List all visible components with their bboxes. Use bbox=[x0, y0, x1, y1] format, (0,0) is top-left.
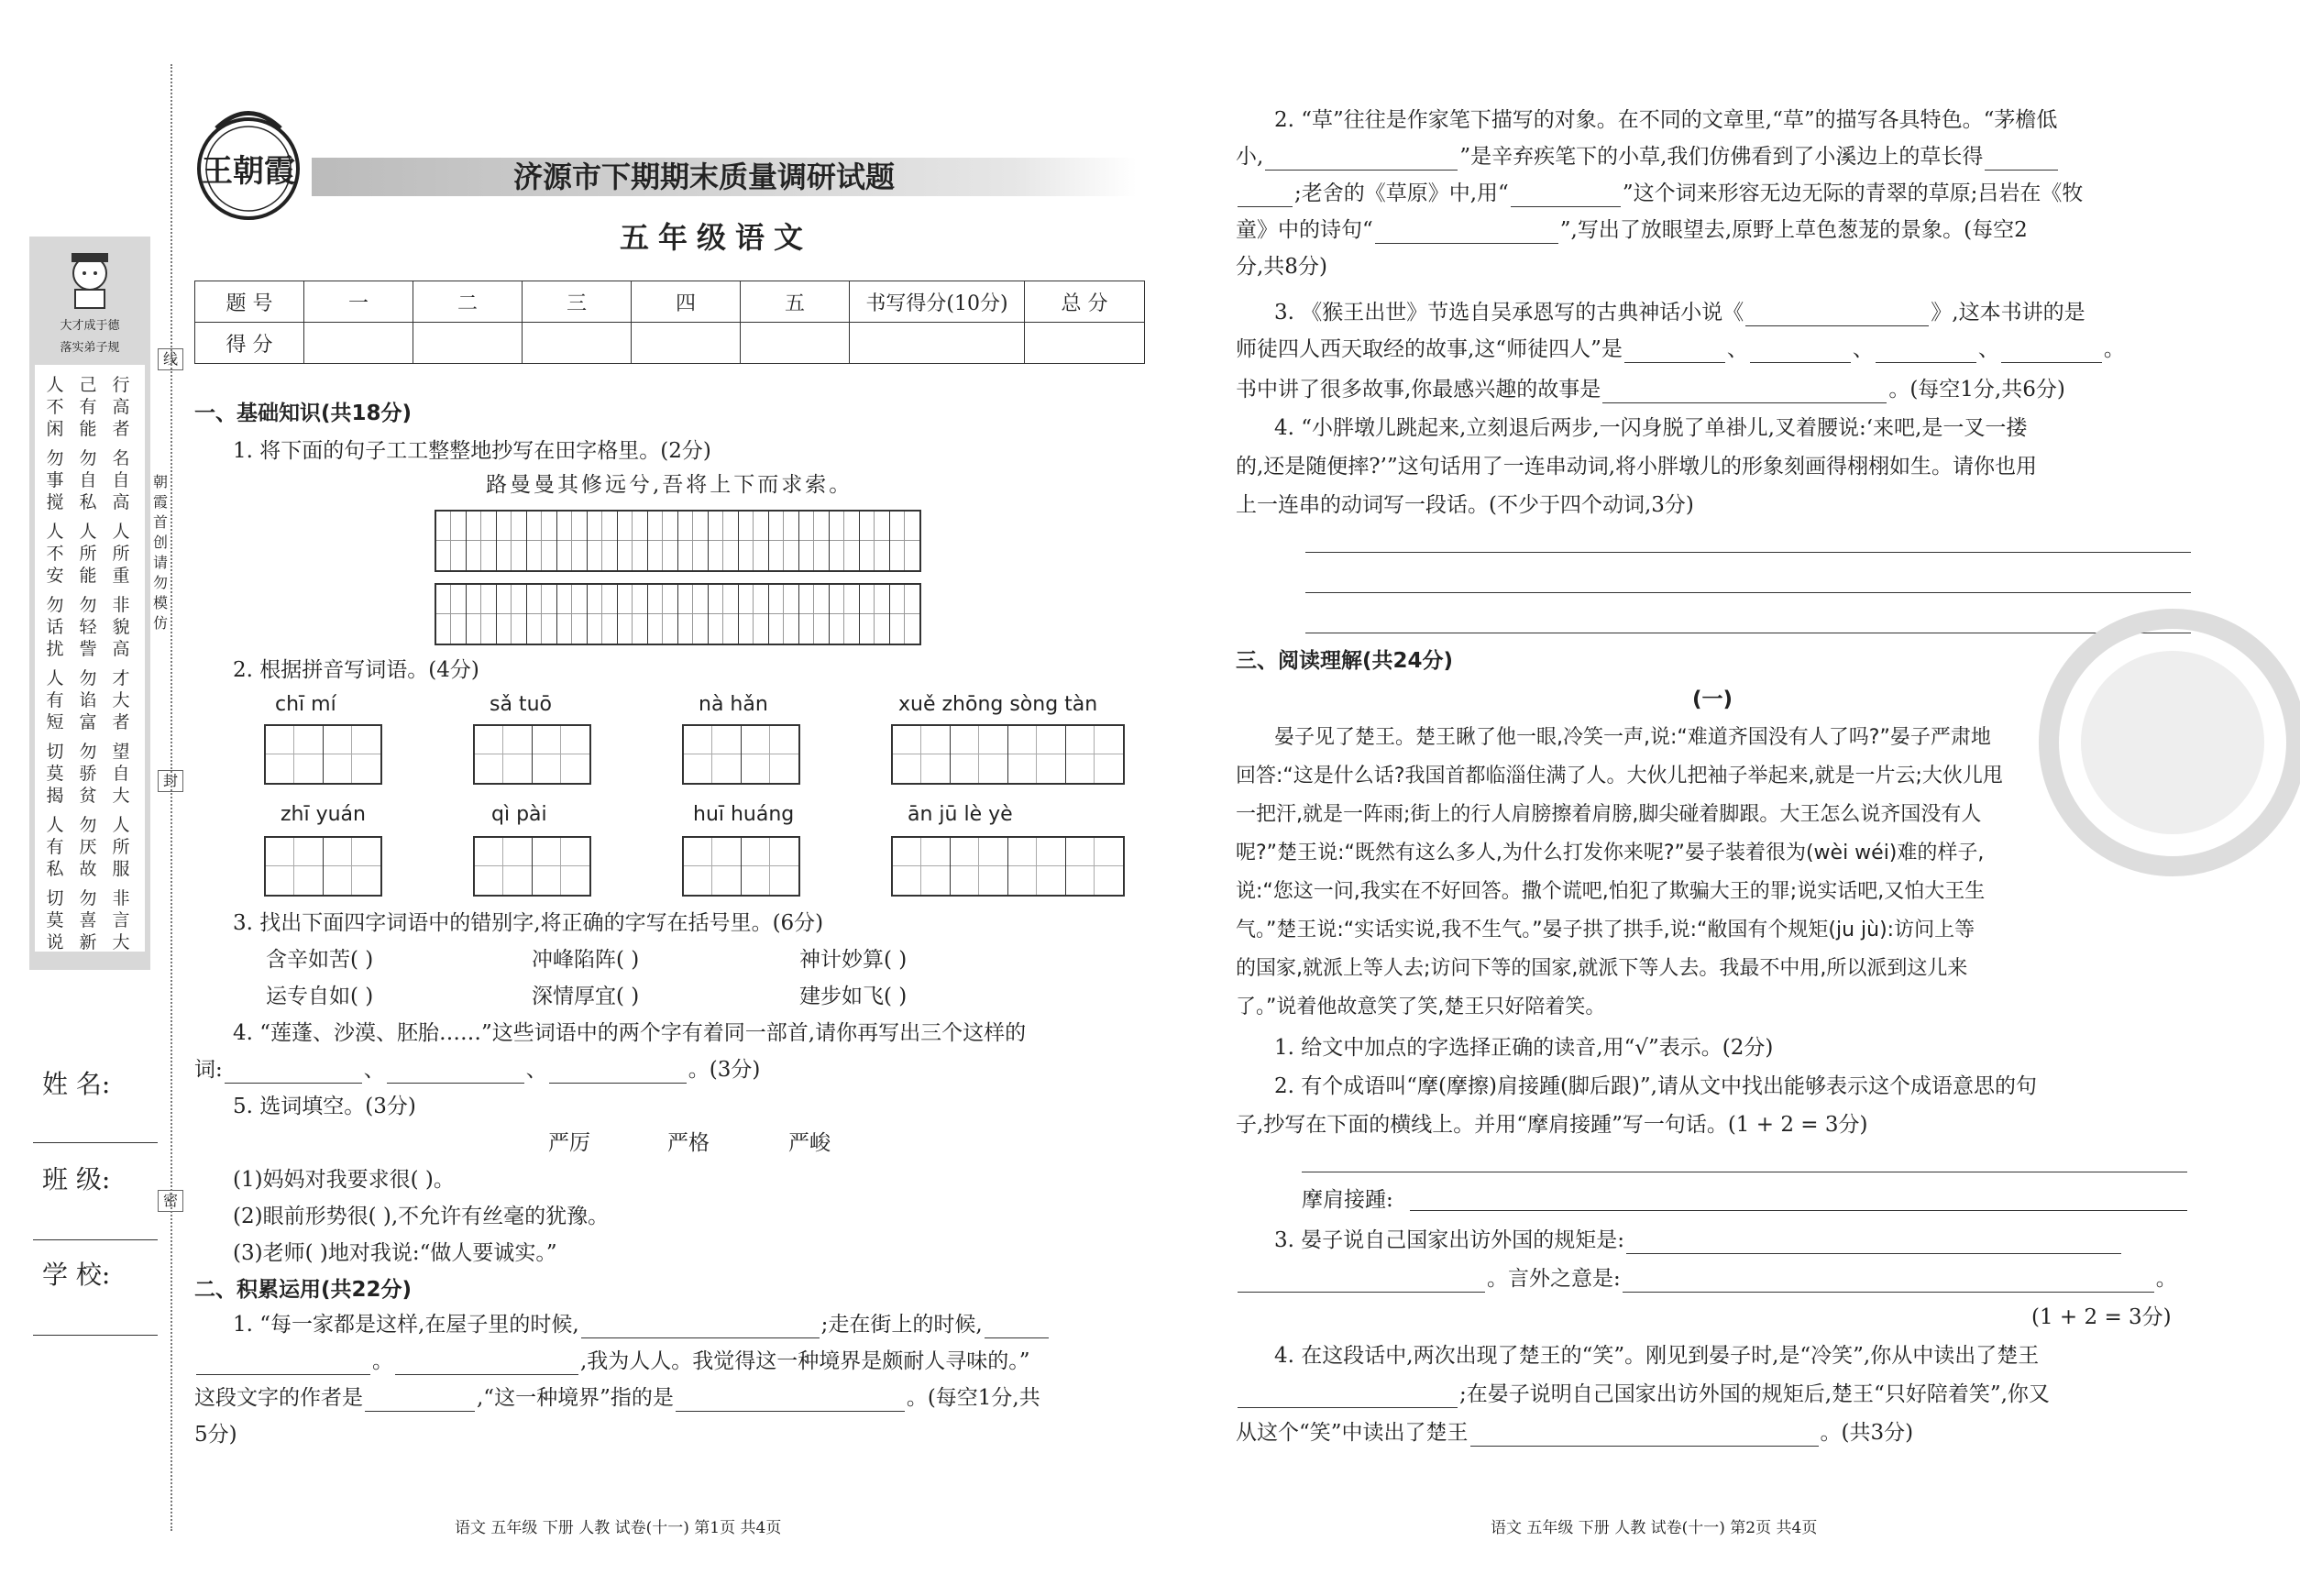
grid-cell[interactable] bbox=[618, 512, 648, 570]
watermark-seal bbox=[2035, 605, 2300, 880]
maxim-text: 人所服 bbox=[112, 815, 130, 879]
p2-q2-line2 bbox=[1236, 143, 2060, 171]
footer-right: 语文 五年级 下册 人教 试卷(十一) 第2页 共4页 bbox=[1491, 1519, 1818, 1537]
p1-q3: 3. 找出下面四字词语中的错别字,将正确的字写在括号里。(6分) bbox=[233, 911, 824, 935]
p1-q4-line2 bbox=[194, 1056, 760, 1084]
text: 。 bbox=[372, 1349, 393, 1373]
maxim-text: 望自大 bbox=[112, 742, 130, 806]
p1-q4-prefix: 词: bbox=[194, 1058, 223, 1082]
passage-line: 呢?”楚王说:“既然有这么多人,为什么打发你来呢?”晏子装着很为(wèi wéi)难的样子, bbox=[1236, 842, 1985, 864]
score-header-cell: 题 号 bbox=[195, 281, 304, 323]
p2-q3-line1 bbox=[1274, 299, 2085, 326]
passage-line: 的国家,就派上等人去;访问下等的国家,就派下等人去。我最不中用,所以派到这儿来 bbox=[1236, 957, 1968, 980]
answer-blank[interactable] bbox=[1238, 184, 1293, 207]
answer-blank[interactable] bbox=[2001, 340, 2102, 363]
p3-q2-label: 摩肩接踵: bbox=[1302, 1188, 1393, 1212]
pinyin-6: qì pài bbox=[491, 803, 547, 826]
answer-blank[interactable] bbox=[387, 1061, 524, 1084]
score-header-cell: 书写得分(10分) bbox=[850, 281, 1025, 323]
p2-q1-line3 bbox=[194, 1384, 1040, 1412]
p2-q1-line2 bbox=[194, 1348, 1030, 1375]
subject-title: 五年级语文 bbox=[620, 220, 813, 255]
text: 童》中的诗句“ bbox=[1236, 218, 1373, 242]
grid-cell[interactable] bbox=[467, 585, 497, 644]
p3-q4-line1: 4. 在这段话中,两次出现了楚王的“笑”。刚见到晏子时,是“冷笑”,你从中读出了楚王 bbox=[1274, 1344, 2040, 1368]
pinyin-8: ān jū lè yè bbox=[908, 803, 1013, 826]
passage-line: 说:“您这一问,我实在不好回答。撒个谎吧,怕犯了欺骗大王的罪;说实话吧,又怕大王生 bbox=[1236, 880, 1986, 903]
cartoon-icon bbox=[57, 246, 123, 312]
p3-q3-line1 bbox=[1274, 1227, 2123, 1254]
maxim-text: 勿厌故 bbox=[79, 815, 97, 879]
p2-q1-line4: 5分) bbox=[194, 1423, 237, 1447]
text: 这段文字的作者是 bbox=[194, 1386, 363, 1410]
grid-cell[interactable] bbox=[678, 585, 709, 644]
answer-box-7[interactable] bbox=[682, 836, 800, 897]
pinyin-4: xuě zhōng sòng tàn bbox=[898, 693, 1098, 716]
answer-blank[interactable] bbox=[1238, 1270, 1485, 1293]
answer-blank[interactable] bbox=[1375, 221, 1558, 244]
p3-q3-score: (1 + 2 = 3分) bbox=[2031, 1305, 2172, 1329]
side-strip bbox=[29, 237, 150, 970]
grid-cell[interactable] bbox=[467, 512, 497, 570]
p1-q4-end: 。(3分) bbox=[688, 1058, 761, 1082]
score-row-label: 得 分 bbox=[195, 323, 304, 364]
score-header-cell: 四 bbox=[632, 281, 741, 323]
passage-line: 晏子见了楚王。楚王瞅了他一眼,冷笑一声,说:“难道齐国没有人了吗?”晏子严肃地 bbox=[1274, 726, 1991, 749]
answer-box-2[interactable] bbox=[473, 724, 591, 785]
maxim-text: 人所重 bbox=[112, 522, 130, 586]
answer-blank[interactable] bbox=[1624, 340, 1725, 363]
p2-q2-line1: 2. “草”往往是作家笔下描写的对象。在不同的文章里,“草”的描写各具特色。“茅檐低 bbox=[1274, 108, 2058, 132]
grid-cell[interactable] bbox=[497, 585, 527, 644]
passage-subtitle: (一) bbox=[1692, 688, 1733, 711]
score-input[interactable] bbox=[413, 323, 523, 364]
answer-blank[interactable] bbox=[985, 1315, 1049, 1338]
grid-cell[interactable] bbox=[830, 585, 860, 644]
answer-blank[interactable] bbox=[676, 1389, 905, 1412]
maxim-text: 名自高 bbox=[112, 448, 130, 512]
separator: 、 bbox=[1726, 337, 1748, 361]
part3-title: 三、阅读理解(共24分) bbox=[1236, 649, 1454, 673]
grid-cell[interactable] bbox=[527, 512, 557, 570]
maxim-text: 勿轻訾 bbox=[79, 595, 97, 659]
p1-q1: 1. 将下面的句子工工整整地抄写在田字格里。(2分) bbox=[233, 439, 711, 463]
text: 》,这本书讲的是 bbox=[1931, 301, 2085, 325]
text: 书中讲了很多故事,你最感兴趣的故事是 bbox=[1236, 378, 1601, 402]
answer-blank[interactable] bbox=[1238, 1385, 1458, 1408]
text: 小, bbox=[1236, 145, 1264, 169]
passage-line: 气。”楚王说:“实话实说,我不生气。”晏子拱了拱手,说:“敝国有个规矩(ju jù):访问上等 bbox=[1236, 919, 1975, 941]
maxim-text: 行高者 bbox=[112, 375, 130, 439]
answer-blank[interactable] bbox=[1626, 1231, 2121, 1254]
grid-cell[interactable] bbox=[497, 512, 527, 570]
p1-q3-item[interactable]: 含辛如苦( ) bbox=[266, 948, 374, 972]
exam-title: 济源市下期期末质量调研试题 bbox=[513, 160, 896, 194]
grid-cell[interactable] bbox=[678, 512, 709, 570]
text: 。 bbox=[2103, 337, 2125, 361]
seal-mark-xian: 线 bbox=[158, 348, 183, 370]
score-input[interactable] bbox=[632, 323, 741, 364]
maxim-text: 切莫揭 bbox=[46, 742, 64, 806]
grid-cell[interactable] bbox=[769, 585, 799, 644]
p2-q4-line3: 上一连串的动词写一段话。(不少于四个动词,3分) bbox=[1236, 493, 1694, 517]
separator: 、 bbox=[525, 1058, 547, 1082]
score-input[interactable] bbox=[523, 323, 632, 364]
grid-cell[interactable] bbox=[648, 585, 678, 644]
separator: 、 bbox=[1852, 337, 1874, 361]
text: 1. “每一家都是这样,在屋子里的时候, bbox=[233, 1313, 579, 1337]
p2-q2-line4 bbox=[1236, 216, 2028, 244]
text: ;在晏子说明自己国家出访外国的规矩后,楚王“只好陪着笑”,你又 bbox=[1459, 1382, 2050, 1406]
score-input[interactable] bbox=[304, 323, 413, 364]
p2-q2-line5: 分,共8分) bbox=[1236, 255, 1327, 279]
answer-blank[interactable] bbox=[1745, 303, 1929, 326]
passage-line: 了。”说着他故意笑了笑,楚王只好陪着笑。 bbox=[1236, 996, 1606, 1018]
school-label: 学 校: bbox=[42, 1260, 111, 1290]
writing-line[interactable] bbox=[1305, 592, 2191, 593]
p1-q5: 5. 选词填空。(3分) bbox=[233, 1095, 416, 1118]
maxim-text: 人不闲 bbox=[46, 375, 64, 439]
answer-blank[interactable] bbox=[1750, 340, 1851, 363]
p1-q3-item[interactable]: 冲峰陷阵( ) bbox=[532, 948, 640, 972]
p1-q3-item[interactable]: 运专自如( ) bbox=[266, 985, 374, 1008]
grid-cell[interactable] bbox=[557, 512, 588, 570]
answer-box-1[interactable] bbox=[264, 724, 382, 785]
p3-q1: 1. 给文中加点的字选择正确的读音,用“√”表示。(2分) bbox=[1274, 1036, 1774, 1060]
grid-cell[interactable] bbox=[769, 512, 799, 570]
answer-blank[interactable] bbox=[1985, 148, 2058, 171]
text: 。 bbox=[2155, 1267, 2177, 1291]
score-input[interactable] bbox=[1025, 323, 1145, 364]
maxim-text: 己有能 bbox=[79, 375, 97, 439]
p3-q2-line1: 2. 有个成语叫“摩(摩擦)肩接踵(脚后跟)”,请从文中找出能够表示这个成语意思的句 bbox=[1274, 1074, 2037, 1098]
p1-q3-item[interactable]: 深情厚宜( ) bbox=[532, 985, 640, 1008]
answer-box-8[interactable] bbox=[891, 836, 1125, 897]
text: 。(每空1分,共6分) bbox=[1888, 378, 2065, 402]
passage-line: 回答:“这是什么话?我国首都临淄住满了人。大伙儿把袖子举起来,就是一片云;大伙儿甩 bbox=[1236, 765, 2003, 787]
p1-q1-sentence: 路曼曼其修远兮,吾将上下而求索。 bbox=[486, 473, 853, 497]
grid-cell[interactable] bbox=[618, 585, 648, 644]
text: 。(共3分) bbox=[1820, 1421, 1914, 1445]
maxim-text: 切莫说 bbox=[46, 888, 64, 952]
word-option: 严峻 bbox=[788, 1131, 831, 1155]
grid-cell[interactable] bbox=[527, 585, 557, 644]
text: ”这个词来形容无边无际的青翠的草原;吕岩在《牧 bbox=[1622, 182, 2084, 205]
p3-q4-line3 bbox=[1236, 1419, 1913, 1447]
answer-blank[interactable] bbox=[1623, 1270, 2154, 1293]
p2-q3-line2 bbox=[1236, 336, 2125, 363]
score-table bbox=[194, 281, 1145, 364]
pinyin-3: nà hǎn bbox=[699, 693, 768, 716]
grid-cell[interactable] bbox=[860, 512, 890, 570]
maxim-text: 才大者 bbox=[112, 668, 130, 732]
text: 。言外之意是: bbox=[1487, 1267, 1621, 1291]
p2-q2-line3 bbox=[1236, 180, 2083, 207]
p1-q5-item[interactable]: (2)眼前形势很( ),不允许有丝毫的犹豫。 bbox=[233, 1205, 610, 1228]
writing-grid-row2[interactable] bbox=[435, 583, 921, 645]
text: 从这个“笑”中读出了楚王 bbox=[1236, 1421, 1469, 1445]
answer-blank[interactable] bbox=[1602, 380, 1887, 403]
pinyin-1: chī mí bbox=[275, 693, 336, 716]
answer-blank[interactable] bbox=[1511, 184, 1621, 207]
maxim-text: 勿事搅 bbox=[46, 448, 64, 512]
grid-cell[interactable] bbox=[436, 512, 467, 570]
binding-line bbox=[171, 64, 172, 1531]
maxim-text: 人有私 bbox=[46, 815, 64, 879]
p2-q4-line1: 4. “小胖墩儿跳起来,立刻退后两步,一闪身脱了单褂儿,叉着腰说:‘来吧,是一叉一搂 bbox=[1274, 416, 2028, 440]
score-header-cell: 总 分 bbox=[1025, 281, 1145, 323]
text: ;走在街上的时候, bbox=[820, 1313, 983, 1337]
answer-blank[interactable] bbox=[1876, 340, 1976, 363]
text: ”,写出了放眼望去,原野上草色葱茏的景象。(每空2 bbox=[1559, 218, 2028, 242]
grid-cell[interactable] bbox=[588, 585, 618, 644]
p1-q3-item[interactable]: 建步如飞( ) bbox=[799, 985, 908, 1008]
maxim-text: 勿谄富 bbox=[79, 668, 97, 732]
text: ;老舍的《草原》中,用“ bbox=[1294, 182, 1509, 205]
p2-q4-line2: 的,还是随便摔?’”这句话用了一连串动词,将小胖墩儿的形象刻画得栩栩如生。请你也用 bbox=[1236, 455, 2038, 479]
pinyin-2: sǎ tuō bbox=[490, 693, 552, 716]
answer-line[interactable] bbox=[1410, 1210, 2187, 1211]
answer-box-4[interactable] bbox=[891, 724, 1125, 785]
text: ,我为人人。我觉得这一种境界是颇耐人寻味的。” bbox=[580, 1349, 1030, 1373]
answer-blank[interactable] bbox=[225, 1061, 362, 1084]
part1-title: 一、基础知识(共18分) bbox=[194, 402, 413, 425]
answer-blank[interactable] bbox=[395, 1352, 578, 1375]
grid-cell[interactable] bbox=[860, 585, 890, 644]
grid-cell[interactable] bbox=[709, 512, 739, 570]
score-input[interactable] bbox=[741, 323, 850, 364]
p1-q5-item[interactable]: (1)妈妈对我要求很( )。 bbox=[233, 1168, 455, 1192]
grid-cell[interactable] bbox=[709, 585, 739, 644]
brand-logo bbox=[180, 103, 317, 222]
grid-cell[interactable] bbox=[890, 512, 919, 570]
maxims-panel bbox=[35, 365, 145, 952]
writing-line[interactable] bbox=[1305, 552, 2191, 553]
grid-cell[interactable] bbox=[739, 512, 769, 570]
score-header-cell: 三 bbox=[523, 281, 632, 323]
p3-q3-line2 bbox=[1236, 1265, 2177, 1293]
answer-blank[interactable] bbox=[1470, 1424, 1819, 1447]
text: 3. 《猴王出世》节选自吴承恩写的古典神话小说《 bbox=[1274, 301, 1744, 325]
maxim-text: 勿喜新 bbox=[79, 888, 97, 952]
p1-q4-line1: 4. “莲蓬、沙漠、胚胎……”这些词语中的两个字有着同一部首,请你再写出三个这样的 bbox=[233, 1021, 1027, 1045]
answer-box-3[interactable] bbox=[682, 724, 800, 785]
grid-cell[interactable] bbox=[557, 585, 588, 644]
name-field[interactable] bbox=[33, 1142, 158, 1143]
motto-line1: 大才成于德 bbox=[60, 319, 120, 333]
p3-q4-line2 bbox=[1236, 1381, 2050, 1408]
score-header-cell: 五 bbox=[741, 281, 850, 323]
separator: 、 bbox=[363, 1058, 385, 1082]
text: 师徒四人西天取经的故事,这“师徒四人”是 bbox=[1236, 337, 1623, 361]
grid-cell[interactable] bbox=[890, 585, 919, 644]
answer-box-6[interactable] bbox=[473, 836, 591, 897]
logo-text: 王朝霞 bbox=[202, 153, 295, 190]
maxim-text: 人不安 bbox=[46, 522, 64, 586]
maxim-text: 人所能 bbox=[79, 522, 97, 586]
grid-cell[interactable] bbox=[799, 585, 830, 644]
word-option: 严格 bbox=[667, 1131, 710, 1155]
text: 3. 晏子说自己国家出访外国的规矩是: bbox=[1274, 1228, 1625, 1252]
grid-cell[interactable] bbox=[588, 512, 618, 570]
p1-q2: 2. 根据拼音写词语。(4分) bbox=[233, 658, 479, 682]
p2-q3-line3 bbox=[1236, 376, 2065, 403]
motto-line2: 落实弟子规 bbox=[60, 341, 120, 355]
footer-left: 语文 五年级 下册 人教 试卷(十一) 第1页 共4页 bbox=[455, 1519, 782, 1537]
answer-blank[interactable] bbox=[1265, 148, 1458, 171]
maxim-text: 人有短 bbox=[46, 668, 64, 732]
grid-cell[interactable] bbox=[648, 512, 678, 570]
maxim-text: 勿话扰 bbox=[46, 595, 64, 659]
maxim-text: 非言大 bbox=[112, 888, 130, 952]
passage-line: 一把汗,就是一阵雨;街上的行人肩膀擦着肩膀,脚尖碰着脚跟。大王怎么说齐国没有人 bbox=[1236, 803, 1982, 826]
seal-mark-feng: 封 bbox=[158, 770, 183, 792]
pinyin-5: zhī yuán bbox=[281, 803, 366, 826]
score-input[interactable] bbox=[850, 323, 1025, 364]
score-header-cell: 二 bbox=[413, 281, 523, 323]
pinyin-7: huī huáng bbox=[693, 803, 795, 826]
seal-mark-mi: 密 bbox=[158, 1190, 183, 1212]
maxim-text: 勿骄贫 bbox=[79, 742, 97, 806]
p1-q5-item[interactable]: (3)老师( )地对我说:“做人要诚实。” bbox=[233, 1241, 557, 1265]
grid-cell[interactable] bbox=[739, 585, 769, 644]
maxim-text: 非貌高 bbox=[112, 595, 130, 659]
grid-cell[interactable] bbox=[436, 585, 467, 644]
p2-q1-line1 bbox=[233, 1311, 1051, 1338]
answer-box-5[interactable] bbox=[264, 836, 382, 897]
word-option: 严厉 bbox=[548, 1131, 590, 1155]
grid-cell[interactable] bbox=[830, 512, 860, 570]
text: ,“这一种境界”指的是 bbox=[477, 1386, 674, 1410]
copyright-note: 朝霞首创 请勿模仿 bbox=[152, 473, 168, 632]
answer-blank[interactable] bbox=[581, 1315, 820, 1338]
grid-cell[interactable] bbox=[799, 512, 830, 570]
part2-title: 二、积累运用(共22分) bbox=[194, 1278, 413, 1302]
class-label: 班 级: bbox=[42, 1164, 111, 1194]
school-field[interactable] bbox=[33, 1335, 158, 1336]
answer-blank[interactable] bbox=[196, 1352, 370, 1375]
p3-q2-line2: 子,抄写在下面的横线上。并用“摩肩接踵”写一句话。(1 + 2 = 3分) bbox=[1236, 1113, 1868, 1137]
writing-grid-row1[interactable] bbox=[435, 510, 921, 572]
text: ”是辛弃疾笔下的小草,我们仿佛看到了小溪边上的草长得 bbox=[1459, 145, 1984, 169]
answer-blank[interactable] bbox=[549, 1061, 687, 1084]
name-label: 姓 名: bbox=[42, 1069, 111, 1099]
text: 。(每空1分,共 bbox=[906, 1386, 1040, 1410]
separator: 、 bbox=[1977, 337, 1999, 361]
maxim-text: 勿自私 bbox=[79, 448, 97, 512]
class-field[interactable] bbox=[33, 1239, 158, 1240]
answer-blank[interactable] bbox=[365, 1389, 475, 1412]
score-header-cell: 一 bbox=[304, 281, 413, 323]
p1-q3-item[interactable]: 神计妙算( ) bbox=[799, 948, 908, 972]
